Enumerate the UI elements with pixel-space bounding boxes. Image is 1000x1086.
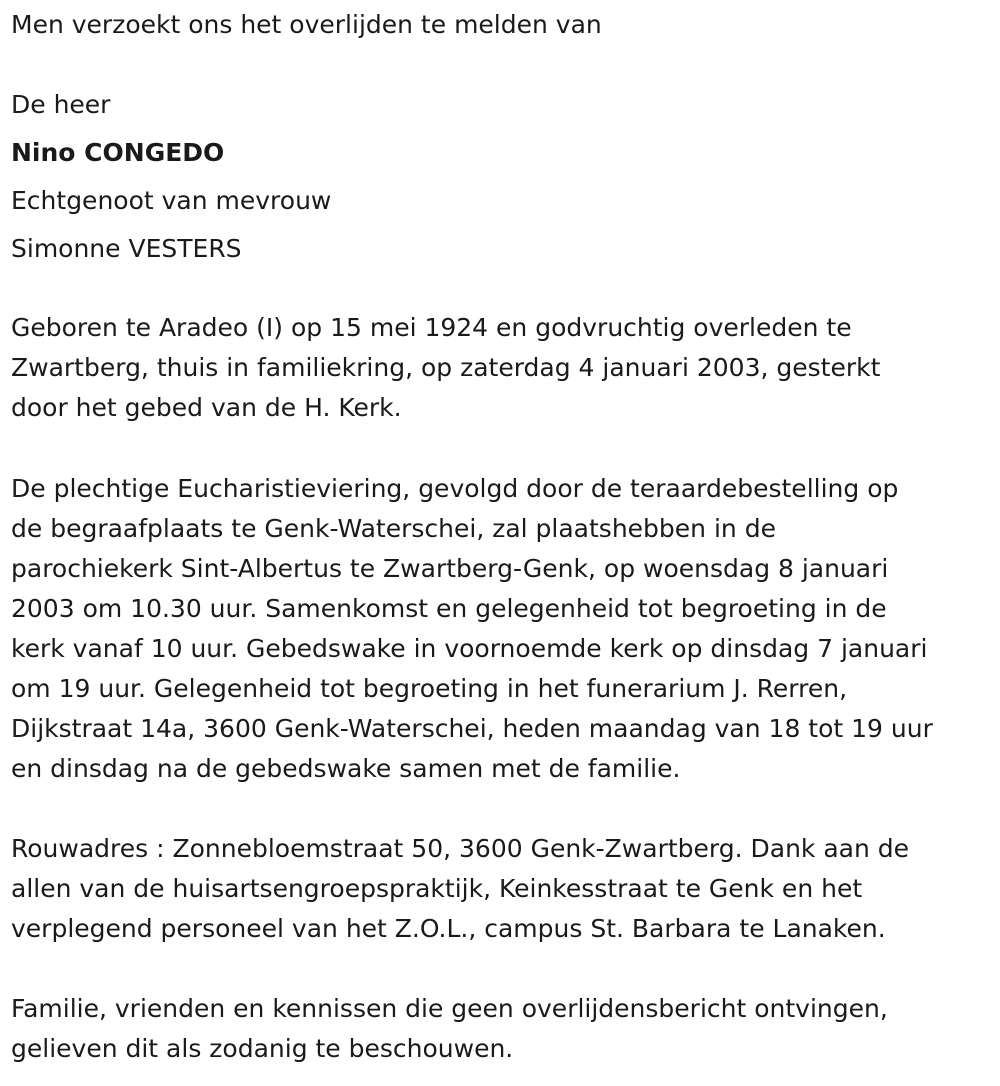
address-line: allen van de huisartsengroepspraktijk, Keinkesstraat te Genk en het xyxy=(11,874,863,903)
relation-text: Echtgenoot van mevrouw xyxy=(11,186,332,215)
birth-paragraph xyxy=(11,308,986,428)
address-paragraph xyxy=(11,829,986,949)
spouse-name: Simonne VESTERS xyxy=(11,234,242,263)
ceremony-paragraph xyxy=(11,469,986,789)
ceremony-line: De plechtige Eucharistieviering, gevolgd door de teraardebestelling op xyxy=(11,474,899,503)
ceremony-line: Dijkstraat 14a, 3600 Genk-Waterschei, heden maandag van 18 tot 19 uur xyxy=(11,714,933,743)
address-line: Rouwadres : Zonnebloemstraat 50, 3600 Genk-Zwartberg. Dank aan de xyxy=(11,834,910,863)
intro-text: Men verzoekt ons het overlijden te melden van xyxy=(11,10,602,39)
closing-paragraph xyxy=(11,989,986,1069)
ceremony-line: kerk vanaf 10 uur. Gebedswake in voornoemde kerk op dinsdag 7 januari xyxy=(11,634,928,663)
deceased-name: Nino CONGEDO xyxy=(11,138,225,167)
birth-line: Geboren te Aradeo (I) op 15 mei 1924 en godvruchtig overleden te xyxy=(11,313,852,342)
closing-line: Familie, vrienden en kennissen die geen overlijdensbericht ontvingen, xyxy=(11,994,888,1023)
birth-line: door het gebed van de H. Kerk. xyxy=(11,393,402,422)
ceremony-line: de begraafplaats te Genk-Waterschei, zal plaatshebben in de xyxy=(11,514,776,543)
ceremony-line: en dinsdag na de gebedswake samen met de familie. xyxy=(11,754,681,783)
title-text: De heer xyxy=(11,90,111,119)
address-line: verplegend personeel van het Z.O.L., campus St. Barbara te Lanaken. xyxy=(11,914,886,943)
ceremony-line: 2003 om 10.30 uur. Samenkomst en gelegenheid tot begroeting in de xyxy=(11,594,887,623)
birth-line: Zwartberg, thuis in familiekring, op zaterdag 4 januari 2003, gesterkt xyxy=(11,353,881,382)
ceremony-line: om 19 uur. Gelegenheid tot begroeting in het funerarium J. Rerren, xyxy=(11,674,848,703)
ceremony-line: parochiekerk Sint-Albertus te Zwartberg-Genk, op woensdag 8 januari xyxy=(11,554,889,583)
closing-line: gelieven dit als zodanig te beschouwen. xyxy=(11,1034,514,1063)
